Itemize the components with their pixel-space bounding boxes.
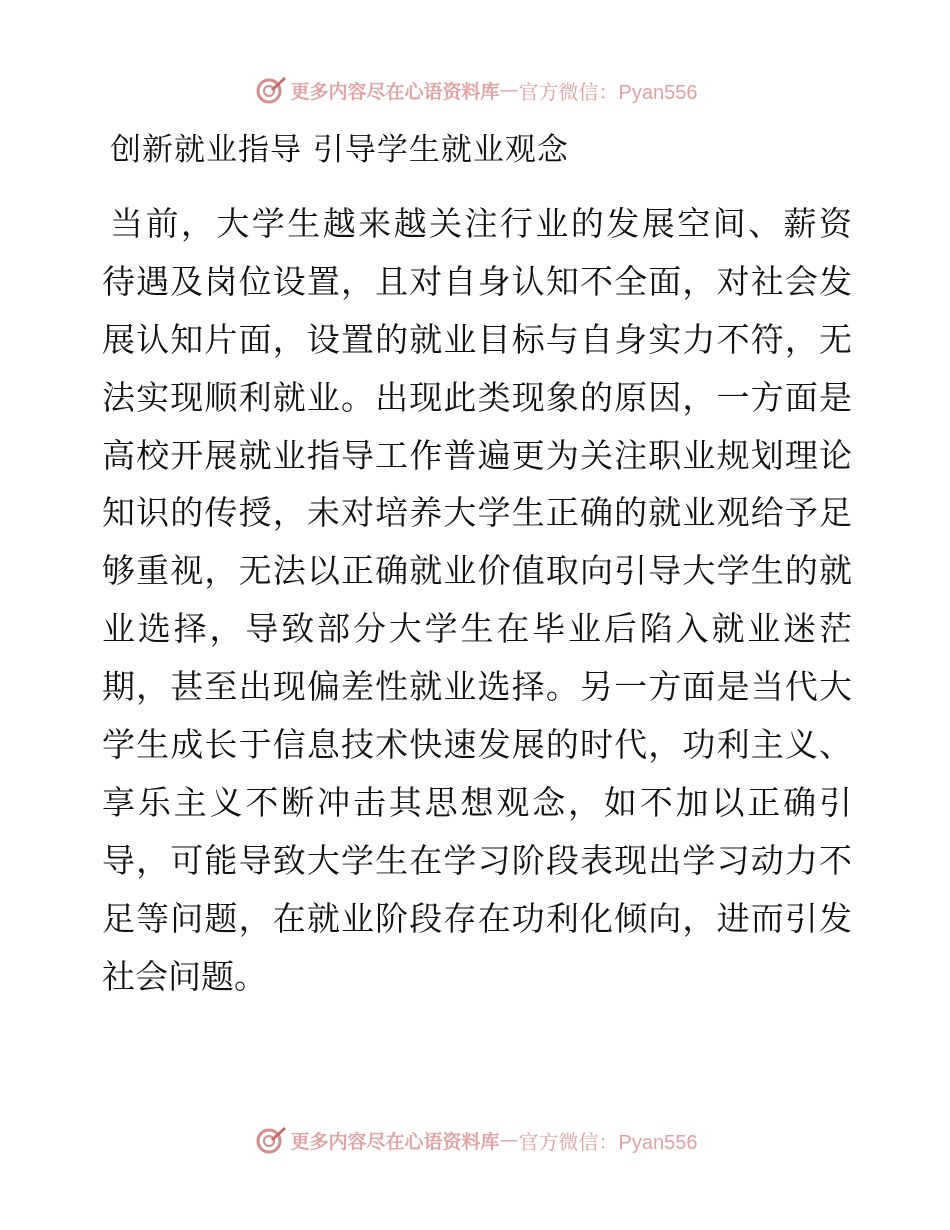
watermark-separator: — bbox=[499, 79, 519, 101]
body-line: 享乐主义不断冲击其思想观念，如不加以正确引 bbox=[102, 782, 852, 822]
body-line: 展认知片面，设置的就业目标与自身实力不符，无 bbox=[102, 319, 852, 359]
body-line: 法实现顺利就业。出现此类现象的原因，一方面是 bbox=[102, 377, 852, 417]
body-line: 导，可能导致大学生在学习阶段表现出学习动力不 bbox=[102, 840, 852, 880]
watermark-separator: — bbox=[499, 1129, 519, 1151]
body-line: 业选择，导致部分大学生在毕业后陷入就业迷茫 bbox=[102, 609, 852, 649]
document-title: 创新就业指导 引导学生就业观念 bbox=[110, 132, 569, 168]
body-line: 期，甚至出现偏差性就业选择。另一方面是当代大 bbox=[102, 667, 852, 707]
body-line: 足等问题，在就业阶段存在功利化倾向，进而引发 bbox=[102, 898, 852, 938]
body-line: 学生成长于信息技术快速发展的时代，功利主义、 bbox=[102, 725, 852, 765]
body-line: 社会问题。 bbox=[102, 956, 267, 996]
body-line: 知识的传授，未对培养大学生正确的就业观给予足 bbox=[102, 493, 852, 533]
watermark-text: 更多内容尽在心语资料库 bbox=[290, 80, 500, 103]
body-line: 够重视，无法以正确就业价值取向引导大学生的就 bbox=[102, 551, 852, 591]
body-line: 高校开展就业指导工作普遍更为关注职业规划理论 bbox=[102, 435, 852, 475]
body-line: 当前，大学生越来越关注行业的发展空间、薪资 bbox=[110, 204, 852, 243]
watermark-contact: 官方微信：Pyan556 bbox=[518, 81, 698, 104]
pen-swirl-logo-icon bbox=[253, 73, 287, 107]
footer-watermark-banner bbox=[0, 1120, 950, 1160]
body-line: 待遇及岗位设置，且对自身认知不全面，对社会发 bbox=[102, 261, 852, 301]
pen-swirl-logo-icon bbox=[253, 1123, 287, 1157]
header-watermark-banner bbox=[0, 70, 950, 110]
watermark-text: 更多内容尽在心语资料库 bbox=[290, 1130, 500, 1153]
watermark-contact: 官方微信：Pyan556 bbox=[518, 1131, 698, 1154]
document-body bbox=[102, 195, 852, 1005]
